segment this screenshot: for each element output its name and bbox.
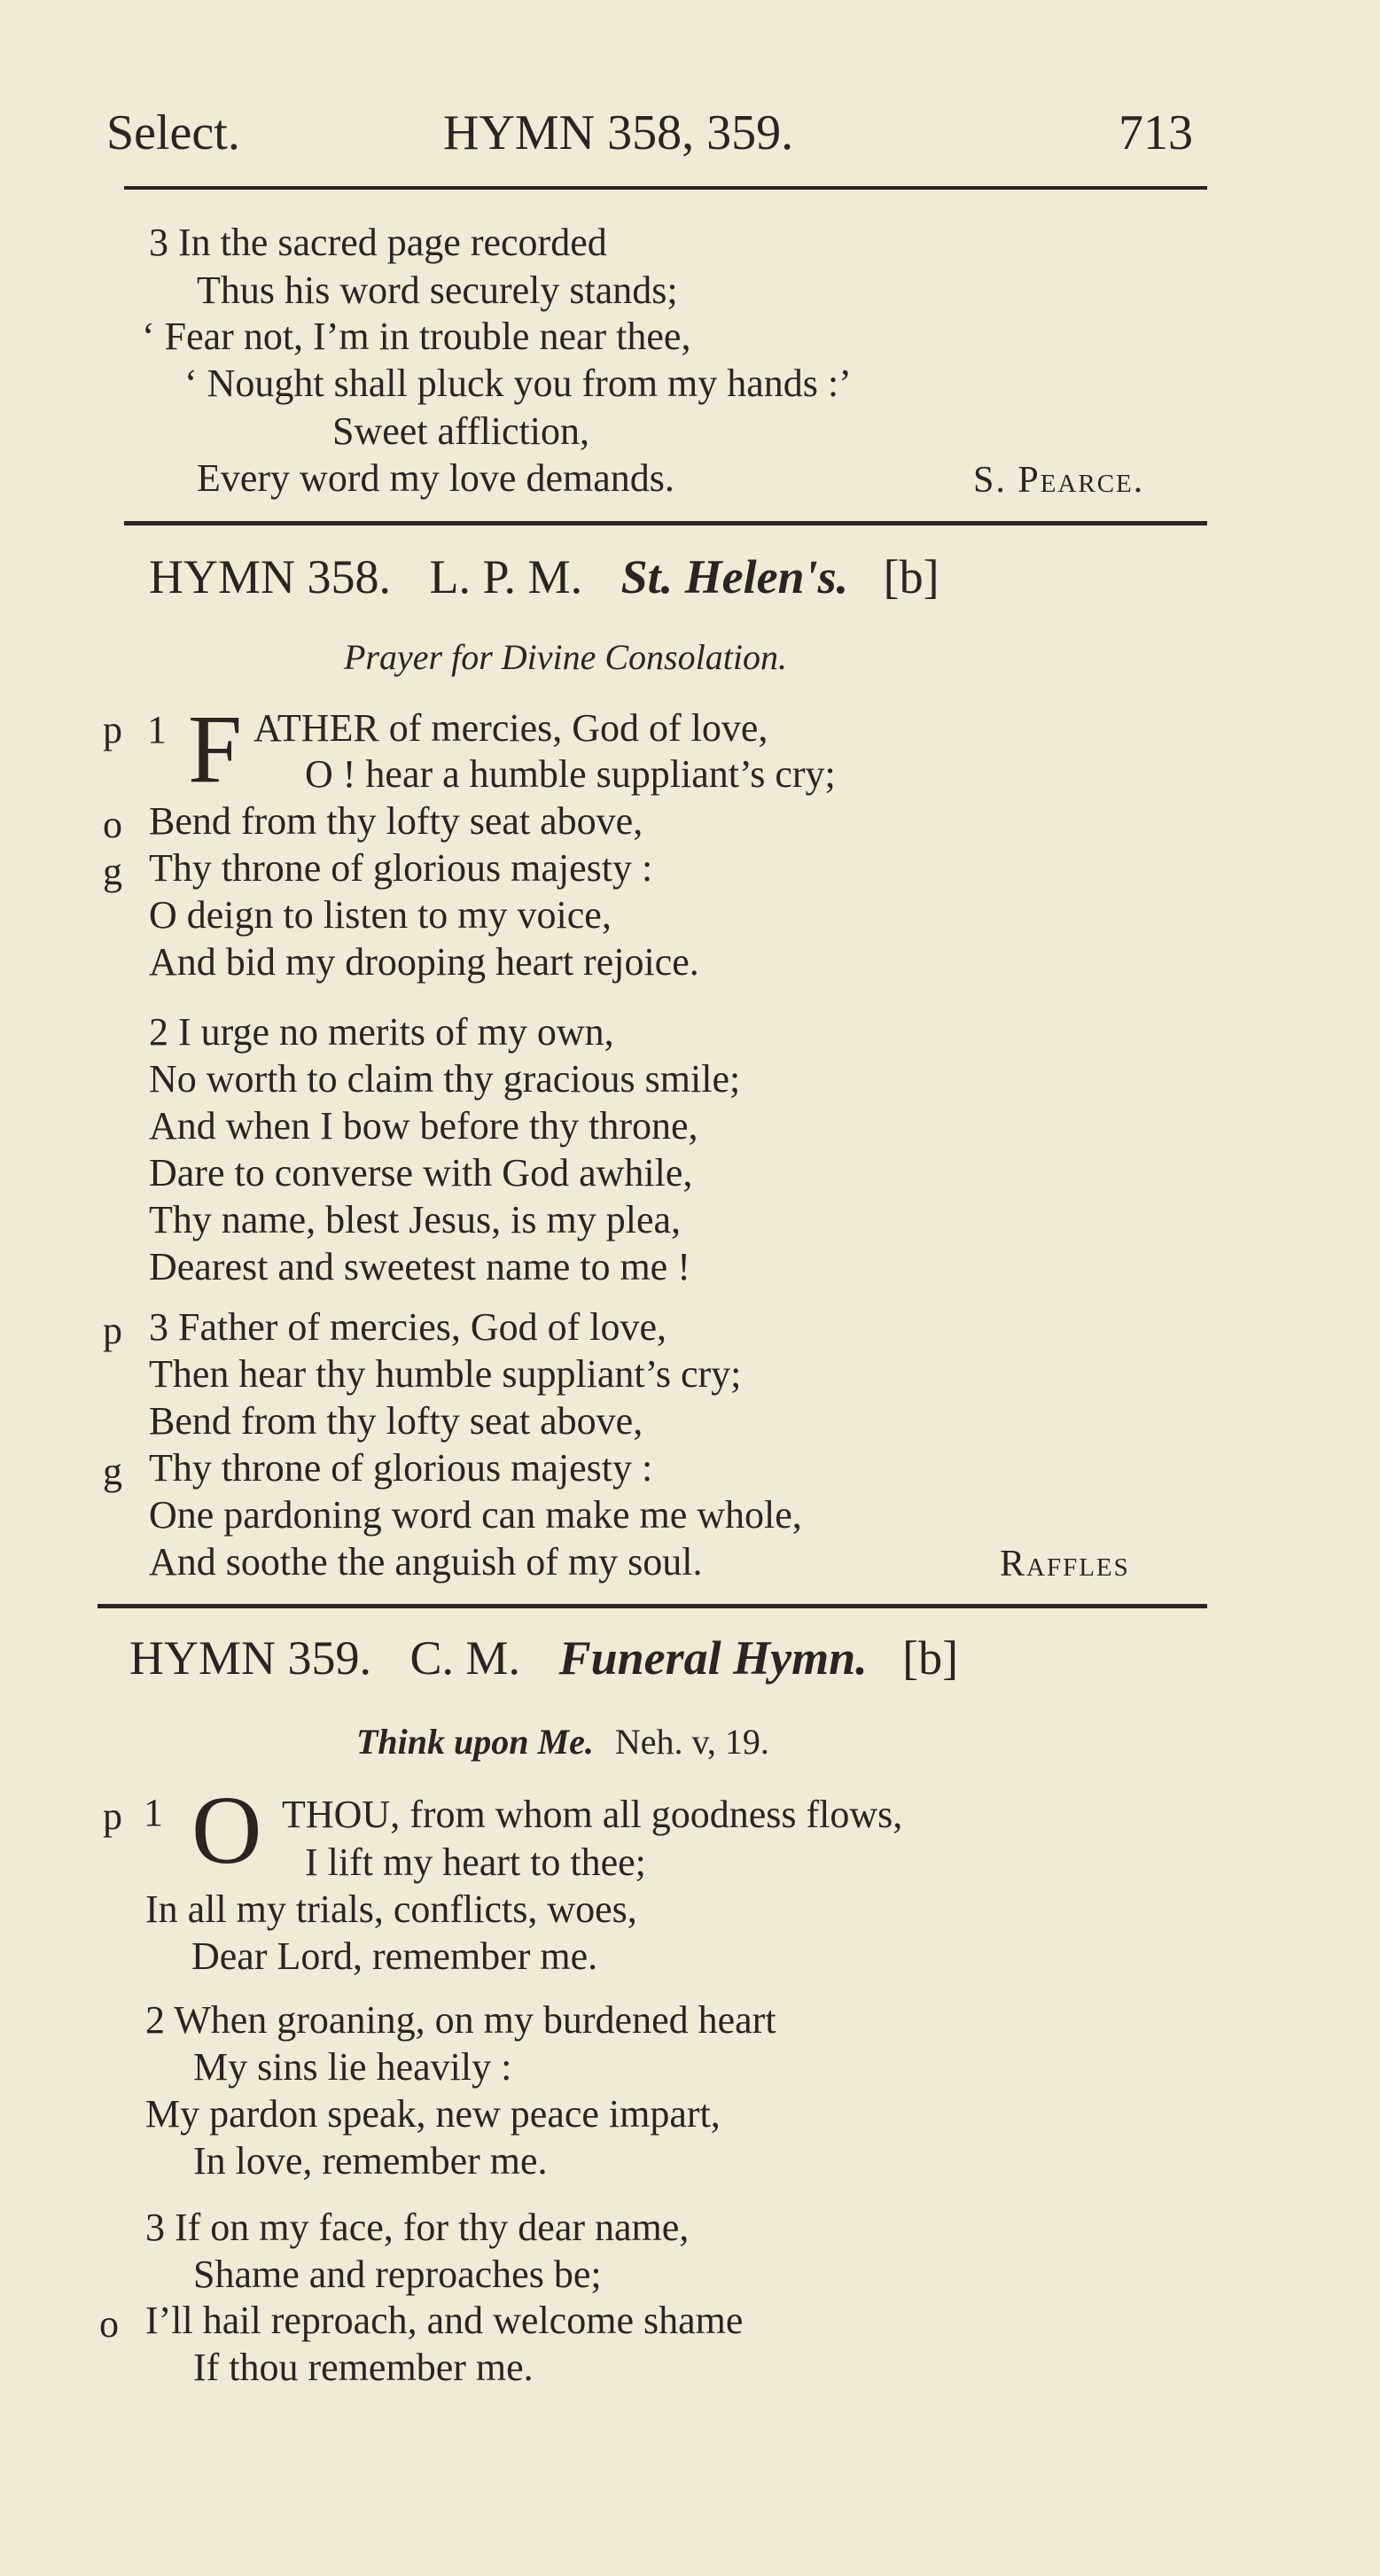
verse-line: Sweet affliction, [332, 409, 589, 453]
verse-line: Shame and reproaches be; [193, 2253, 602, 2296]
key-signature: [b] [883, 550, 939, 603]
verse-line: Thy throne of glorious majesty : [149, 1446, 653, 1490]
author-attribution: S. Pearce. [973, 460, 1145, 501]
hymn-number: HYMN 359. [129, 1631, 372, 1685]
verse-line: ‘ Nought shall pluck you from my hands :’ [184, 362, 852, 405]
dynamic-mark: o [103, 803, 122, 846]
dynamic-mark: o [99, 2302, 119, 2346]
hymn-divider [124, 521, 1207, 525]
hymn-358-heading [149, 549, 939, 604]
verse-line: 2 When groaning, on my burdened heart [145, 1998, 776, 2042]
dynamic-mark: g [103, 850, 122, 893]
tune-name: Funeral Hymn. [558, 1631, 868, 1685]
verse-line: In all my trials, conflicts, woes, [145, 1887, 637, 1931]
dynamic-mark: p [103, 1309, 122, 1352]
running-title: HYMN 358, 359. [443, 105, 794, 160]
drop-cap: F [188, 695, 243, 803]
hymn-subtitle [356, 1721, 769, 1763]
hymn-meter: L. P. M. [429, 550, 583, 603]
verse-line: 3 Father of mercies, God of love, [149, 1305, 667, 1349]
verse-line: 3 If on my face, for thy dear name, [145, 2206, 690, 2249]
verse-line: Thy throne of glorious majesty : [149, 846, 653, 890]
verse-line: Thy name, blest Jesus, is my plea, [149, 1198, 682, 1241]
tune-name: St. Helen's. [620, 550, 849, 603]
verse-line: Dearest and sweetest name to me ! [149, 1245, 690, 1288]
dynamic-mark: p [103, 708, 122, 751]
hymn-359-heading [129, 1630, 958, 1685]
verse-line: In love, remember me. [193, 2139, 548, 2183]
verse-line: I lift my heart to thee; [305, 1841, 646, 1884]
verse-line: Bend from thy lofty seat above, [149, 799, 643, 843]
verse-line: One pardoning word can make me whole, [149, 1493, 802, 1537]
verse-line: 3 In the sacred page recorded [149, 221, 607, 264]
verse-line: My pardon speak, new peace impart, [145, 2092, 721, 2136]
verse-line: 2 I urge no merits of my own, [149, 1010, 614, 1054]
scripture-reference: Neh. v, 19. [614, 1722, 769, 1762]
hymn-divider [97, 1604, 1207, 1608]
verse-line: O deign to listen to my voice, [149, 893, 612, 937]
verse-line: Bend from thy lofty seat above, [149, 1399, 643, 1443]
subtitle-text: Think upon Me. [356, 1722, 594, 1762]
drop-cap: O [191, 1776, 262, 1884]
dynamic-mark: p [103, 1794, 122, 1838]
dynamic-mark: g [103, 1450, 122, 1493]
hymn-meter: C. M. [409, 1631, 521, 1685]
hymn-subtitle: Prayer for Divine Consolation. [344, 637, 787, 677]
verse-line: If thou remember me. [193, 2346, 534, 2389]
header-rule [124, 186, 1207, 190]
verse-line: Dear Lord, remember me. [191, 1934, 598, 1978]
verse-line: My sins lie heavily : [193, 2045, 512, 2089]
verse-line: Thus his word securely stands; [197, 268, 678, 312]
verse-line: Dare to converse with God awhile, [149, 1151, 693, 1195]
verse-line: ATHER of mercies, God of love, [253, 706, 768, 750]
verse-line: And when I bow before thy throne, [149, 1104, 698, 1148]
section-label: Select. [106, 105, 240, 160]
verse-line: And bid my drooping heart rejoice. [149, 940, 699, 984]
page-number: 713 [1119, 105, 1193, 160]
verse-line: Every word my love demands. [197, 456, 674, 500]
verse-line: Then hear thy humble suppliant’s cry; [149, 1352, 742, 1396]
verse-line: O ! hear a humble suppliant’s cry; [305, 752, 836, 796]
stanza-number: 1 [147, 708, 167, 751]
verse-line: And soothe the anguish of my soul. [149, 1540, 703, 1584]
verse-line: I’ll hail reproach, and welcome shame [145, 2299, 744, 2342]
author-attribution: Raffles [1000, 1544, 1130, 1584]
verse-line: THOU, from whom all goodness flows, [282, 1793, 903, 1836]
stanza-number: 1 [144, 1791, 163, 1834]
verse-line: No worth to claim thy gracious smile; [149, 1057, 741, 1101]
key-signature: [b] [902, 1631, 959, 1685]
verse-line: ‘ Fear not, I’m in trouble near thee, [142, 315, 691, 358]
hymn-number: HYMN 358. [149, 550, 392, 603]
